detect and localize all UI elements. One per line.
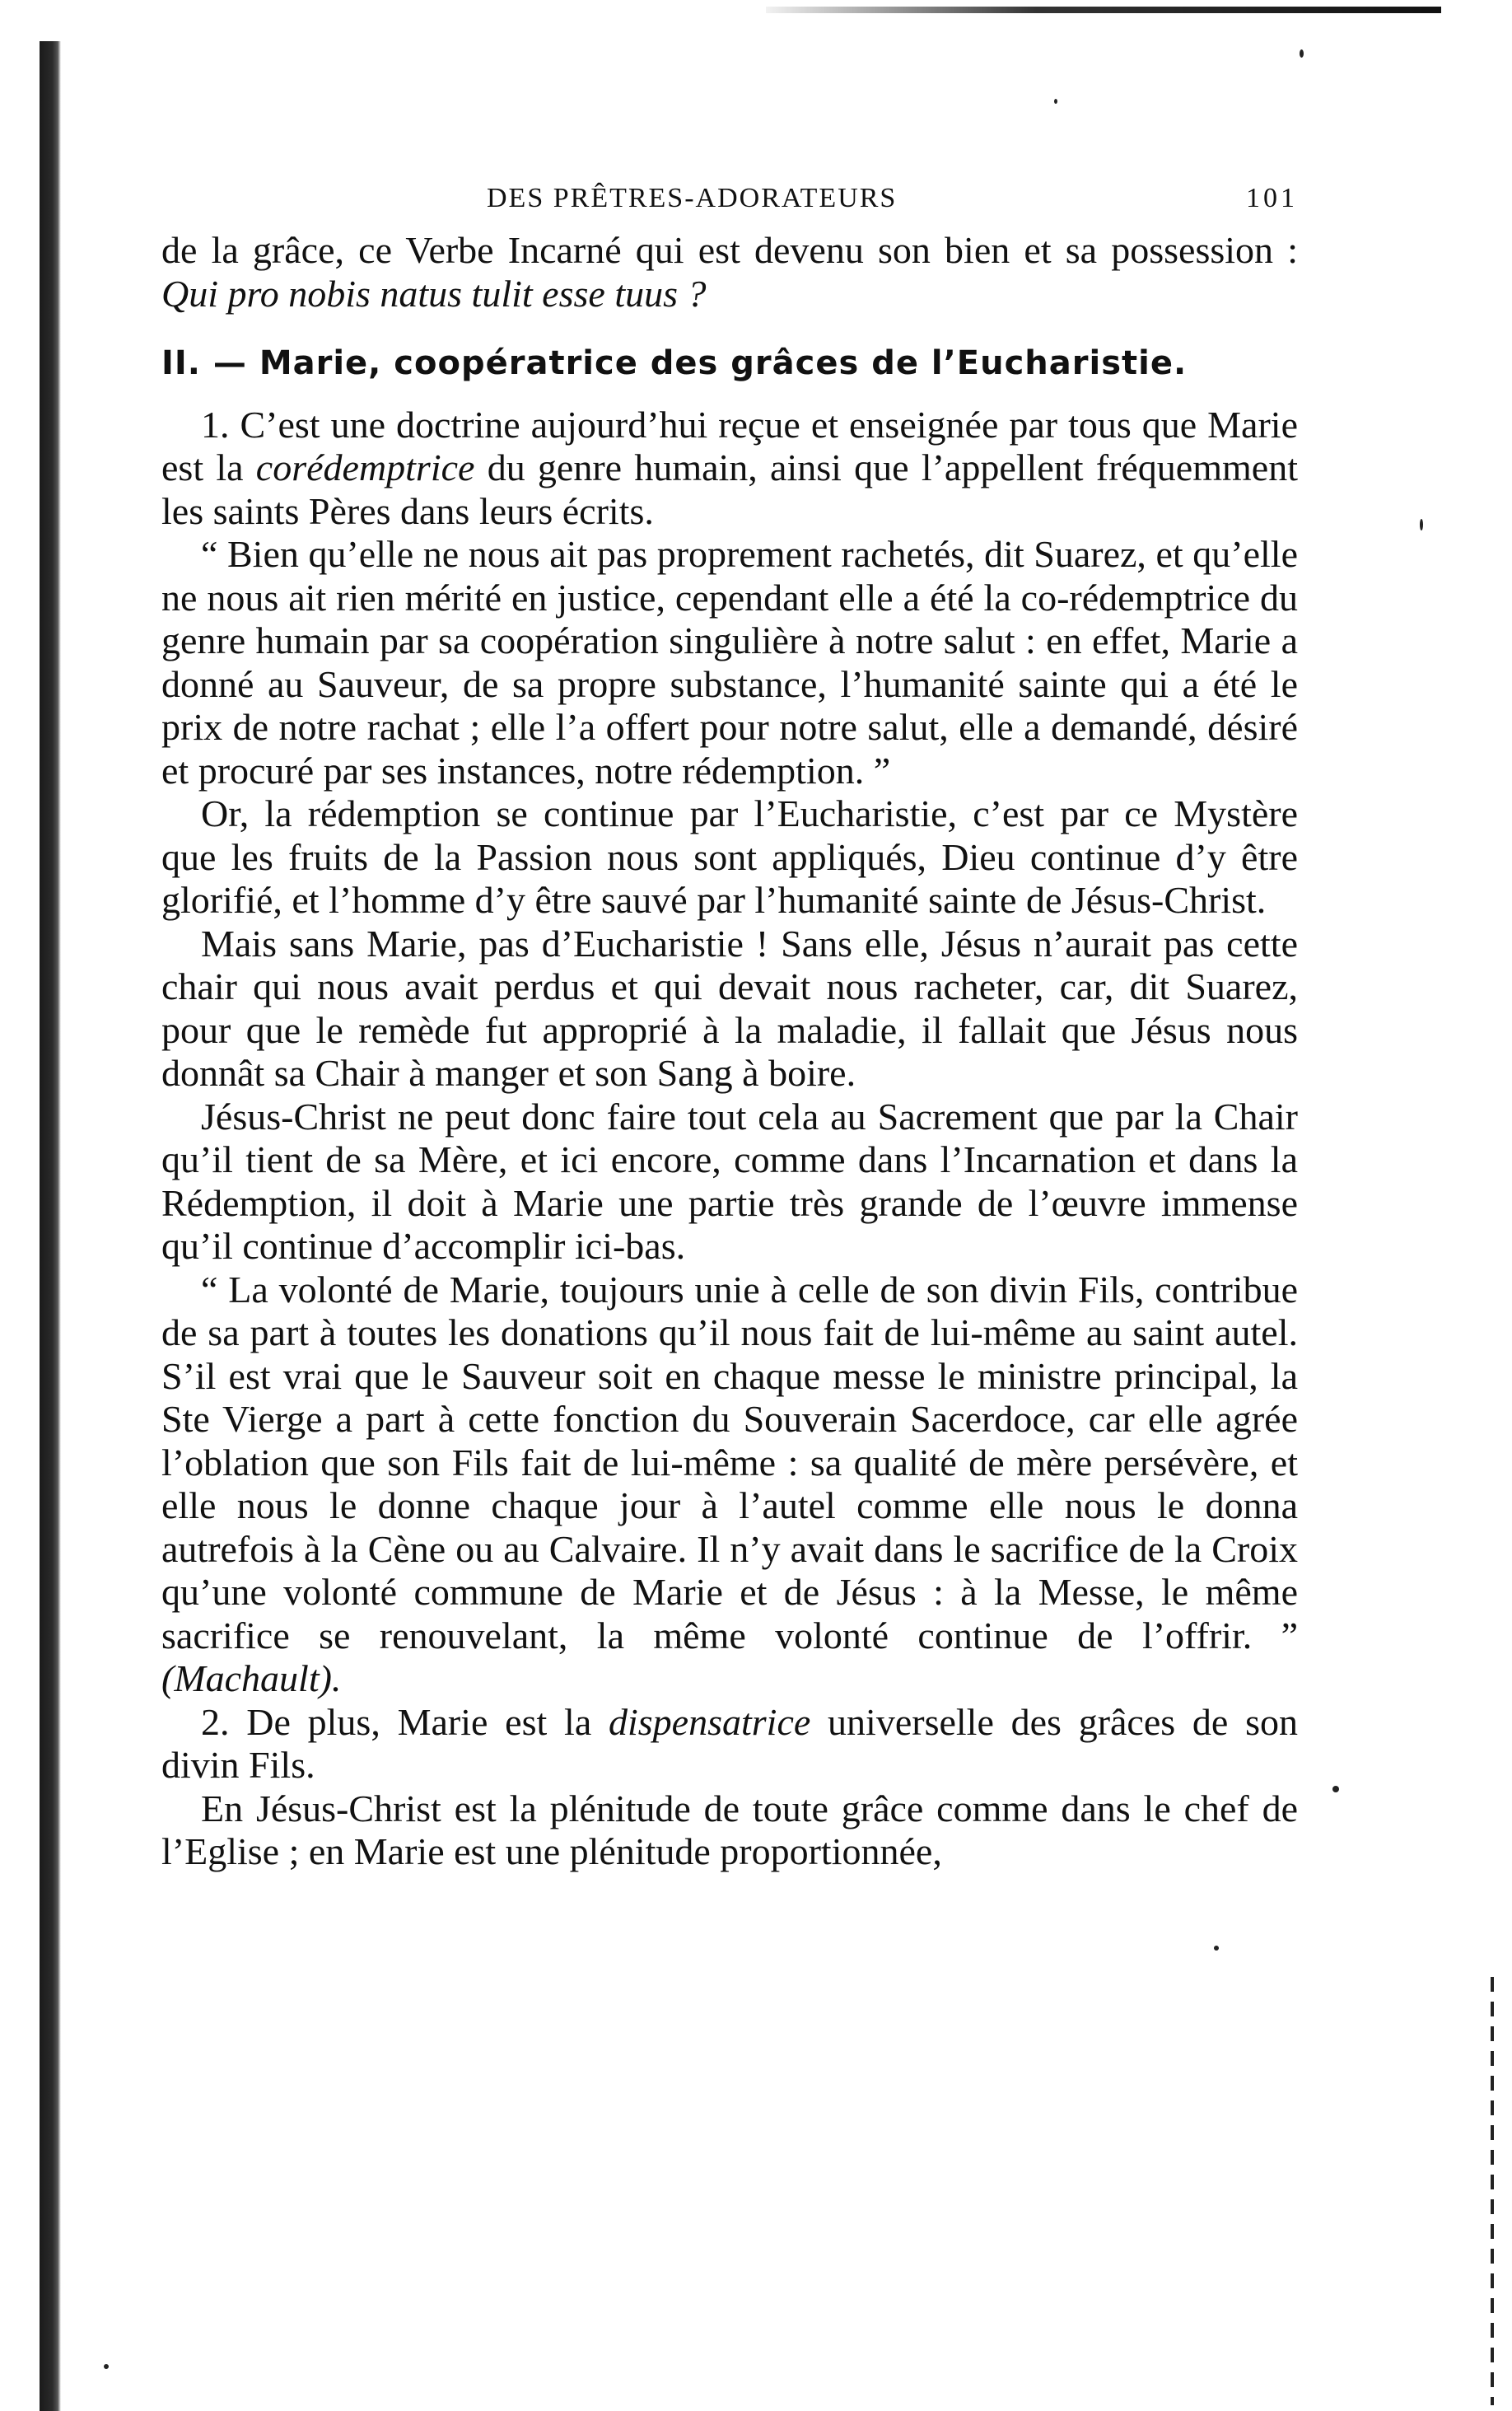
body-text [161, 229, 1298, 1874]
scan-speck [1332, 1786, 1339, 1792]
page-header [161, 183, 1298, 229]
latin-quotation: Qui pro nobis natus tulit esse tuus ? [161, 272, 707, 315]
paragraph [161, 1787, 1298, 1874]
paragraph [161, 404, 1298, 534]
text-run: 1. C’est une doctrine aujourd’hui reçue et enseignée par tous que Marie est la [161, 403, 1298, 488]
paragraph [161, 1701, 1298, 1787]
text-run: En Jésus-Christ est la plénitude de toute grâce comme dans le chef de l’Eglise ; en Marie est une plénitude proportionnée, [161, 1787, 1298, 1872]
text-run: de la grâce, ce Verbe Incarné qui est devenu son bien et sa possession : [161, 229, 1298, 271]
page-number: 101 [1246, 183, 1298, 213]
text-run: “ La volonté de Marie, toujours unie à celle de son divin Fils, contribue de sa part à toutes les donations qu’il nous fait de lui-même au saint autel. S’il est vrai que le Sauveur soit en chaque messe le ministre principal, la Ste Vierge a part à cette fonction du Souverain Sacerdoce, car elle agrée l’oblation que son Fils fait de lui-même : sa qualité de mère persévère, et elle nous le donne chaque jour à l’autel comme elle nous le donna autrefois à la Cène ou au Calvaire. Il n’y avait dans le sacrifice de la Croix qu’une volonté commune de Marie et de Jésus : à la Messe, le même sacrifice se renouvelant, la même volonté continue de l’offrir. ” [161, 1268, 1298, 1656]
text-run: Jésus-Christ ne peut donc faire tout cela au Sacrement que par la Chair qu’il tient de sa Mère, et ici encore, comme dans l’Incarnation et dans la Rédemption, il doit à Marie une partie très grande de l’œuvre immense qu’il continue d’accomplir ici-bas. [161, 1095, 1298, 1267]
text-run: “ Bien qu’elle ne nous ait pas proprement rachetés, dit Suarez, et qu’elle ne nous ait rien mérité en justice, cependant elle a été la co-rédemptrice du genre humain par sa coopération singulière à notre salut : en effet, Marie a donné au Sauveur, de sa propre substance, l’humanité sainte qui a été le prix de notre rachat ; elle l’a offert pour notre salut, elle a demandé, désiré et procuré par ses instances, notre rédemption. ” [161, 533, 1298, 792]
paragraph-quotation [161, 1269, 1298, 1701]
paragraph-continuation [161, 229, 1298, 315]
italic-term: corédemptrice [255, 446, 475, 488]
running-title: DES PRÊTRES-ADORATEURS [487, 183, 898, 213]
text-run: 2. De plus, Marie est la [201, 1700, 609, 1743]
paragraph [161, 923, 1298, 1096]
scan-speck [1420, 519, 1423, 530]
paragraph-quotation [161, 533, 1298, 792]
scan-speck [1214, 1946, 1219, 1951]
scan-speck [1300, 49, 1304, 58]
book-page [161, 183, 1298, 1874]
text-run: Or, la rédemption se continue par l’Eucharistie, c’est par ce Mystère que les fruits de la Passion nous sont appliqués, Dieu continue d’y être glorifié, et l’homme d’y être sauvé par l’humanité sainte de Jésus-Christ. [161, 792, 1298, 921]
text-run: Mais sans Marie, pas d’Eucharistie ! Sans elle, Jésus n’aurait pas cette chair qui nous avait perdus et qui devait nous racheter, car, dit Suarez, pour que le remède fut approprié à la maladie, il fallait que Jésus nous donnât sa Chair à manger et son Sang à boire. [161, 922, 1298, 1094]
scan-speck [1054, 99, 1057, 104]
italic-term: dispensatrice [609, 1700, 811, 1743]
paragraph [161, 792, 1298, 923]
scan-top-rule [766, 7, 1441, 13]
text-run: universelle des grâces de son divin Fils. [161, 1700, 1299, 1786]
text-run: du genre humain, ainsi que l’appellent fréquemment les saints Pères dans leurs écrits. [161, 446, 1298, 532]
paragraph [161, 1096, 1298, 1269]
scan-speck [104, 2364, 109, 2369]
citation: (Machault). [161, 1657, 342, 1699]
scan-right-edge-marks [1491, 1977, 1494, 2405]
scan-binding-edge [40, 41, 61, 2411]
section-heading: II. — Marie, coopératrice des grâces de l’Eucharistie. [161, 344, 1188, 382]
